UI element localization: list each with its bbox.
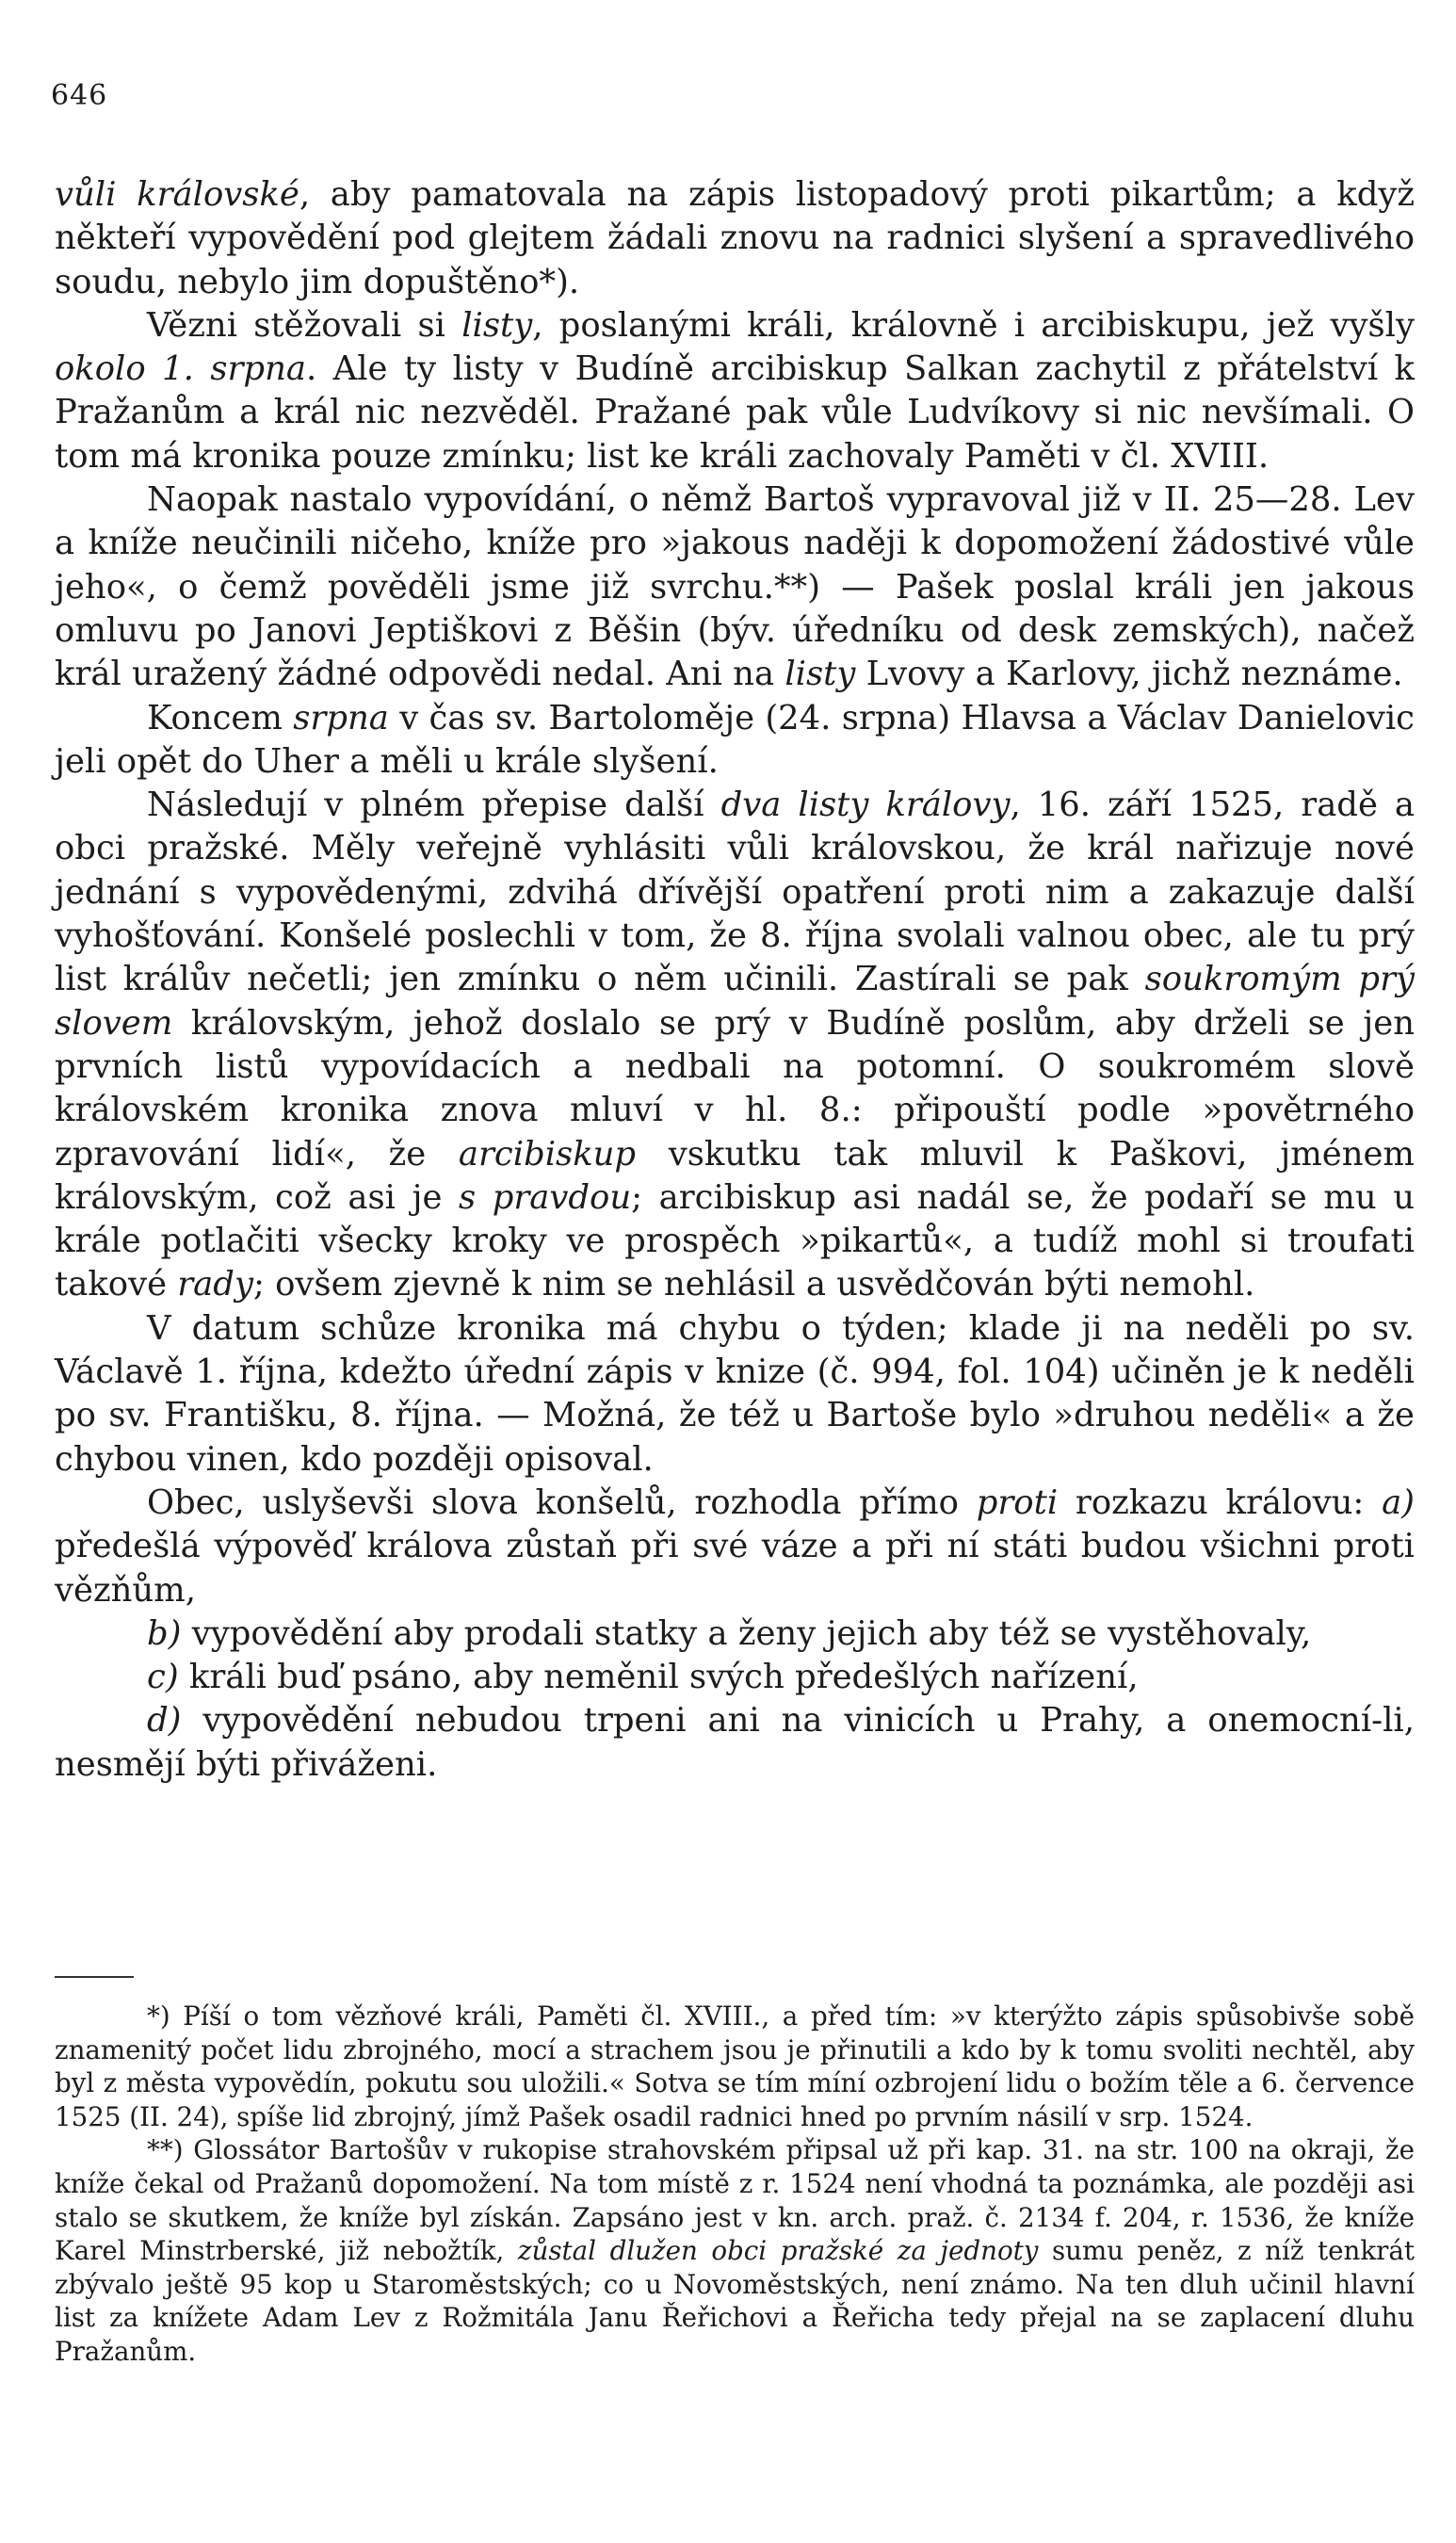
text-run: královským, jehož doslalo se prý v Budíně poslům, aby drželi se jen prvních listů vypovídacích a nedbali na potomní. O soukromém slově královském kronika znova mluví v hl. 8.: připouští podle »povětrného zpravování lidí«, že xyxy=(55,1003,1415,1174)
italic-run: s pravdou xyxy=(459,1177,632,1217)
footnotes xyxy=(55,2000,1415,2369)
italic-run: rady xyxy=(177,1265,253,1304)
italic-run: srpna xyxy=(293,698,389,737)
italic-run: proti xyxy=(976,1482,1059,1522)
italic-run: c) xyxy=(147,1658,179,1697)
text-run: ; ovšem zjevně k nim se nehlásil a usvědčován býti nemohl. xyxy=(252,1265,1255,1304)
paragraph xyxy=(55,478,1415,696)
italic-run: listy xyxy=(461,305,533,345)
text-run: sumu peněz, z níž tenkrát zbývalo ještě 95 kop u Staroměstských; co u Novoměstských, není známo. Na ten dluh učinil hlavní list za knížete Adam Lev z Rožmitála Janu Řeřichovi a Řeřicha tedy přejal na se zaplacení dluhu Pražanům. xyxy=(55,2235,1415,2367)
text-run: **) Glossátor Bartošův v rukopise strahovském připsal už při kap. 31. na str. 100 na okraji, že kníže čekal od Pražanů dopomožení. Na tom místě z r. 1524 není vhodná ta poznámka, ale později asi stalo se skutkem, že kníže byl získán. Zapsáno jest v kn. arch. praž. č. 2134 f. 204, r. 1536, že kníže Karel Minstrberské, již nebožtík, xyxy=(55,2134,1415,2267)
italic-run: d) xyxy=(147,1701,182,1741)
text-run: ; arcibiskup asi nadál se, že podaří se mu u krále potlačiti všecky kroky ve prospěch »pikartů«, a tudíž mohl si troufati takové xyxy=(55,1177,1415,1304)
text-run: předešlá výpověď králova zůstaň při své váze a při ní státi budou všichni proti vězňům, xyxy=(55,1527,1415,1610)
paragraph xyxy=(55,173,1415,304)
text-run: Vězni stěžovali si xyxy=(147,305,462,345)
text-run: Lvovy a Karlovy, jichž neznáme. xyxy=(855,655,1403,694)
italic-run: vůli královské xyxy=(55,175,299,214)
italic-run: zůstal dlužen obci pražské za jednoty xyxy=(517,2235,1039,2267)
italic-run: soukromým prý slovem xyxy=(55,960,1415,1043)
paragraph xyxy=(55,784,1415,1307)
text-run: králi buď psáno, aby neměnil svých předešlých nařízení, xyxy=(178,1658,1139,1697)
page-number: 646 xyxy=(51,79,108,112)
paragraph xyxy=(55,304,1415,478)
text-run: rozkazu královu: xyxy=(1058,1482,1383,1522)
text-run: , 16. září 1525, radě a obci pražské. Měly veřejně vyhlásiti vůli královskou, že král nařizuje nové jednání s vypovědenými, zdvihá dřívější opatření proti nim a zakazuje další vyhošťování. Konšelé poslechli v tom, že 8. října svolali valnou obec, ale tu prý list králův nečetli; jen zmínku o něm učinili. Zastírali se pak xyxy=(55,786,1415,999)
italic-run: arcibiskup xyxy=(458,1134,637,1174)
text-run: Koncem xyxy=(147,698,294,737)
text-run: , aby pamatovala na zápis listopadový proti pikartům; a když někteří vypovědění pod glejtem žádali znovu na radnici slyšení a spravedlivého soudu, nebylo jim dopuštěno*). xyxy=(55,175,1415,301)
paragraph xyxy=(55,1482,1415,1612)
text-run: vypovědění nebudou trpeni ani na vinicích u Prahy, a onemocní-li, nesmějí býti přiváženi. xyxy=(55,1701,1415,1784)
italic-run: a) xyxy=(1382,1482,1415,1522)
text-run: Naopak nastalo vypovídání, o němž Bartoš vypravoval již v II. 25—28. Lev a kníže neučinili ničeho, kníže pro »jakous naději k dopomožení žádostivé vůle jeho«, o čemž pověděli jsme již svrchu.**) — Pašek poslal králi jen jakous omluvu po Janovi Jeptiškovi z Běšin (býv. úředníku od desk zemských), načež král uražený žádné odpovědi nedal. Ani na xyxy=(55,480,1415,694)
text-run: *) Píší o tom vězňové králi, Paměti čl. XVIII., a před tím: »v kterýžto zápis spůsobivše sobě znamenitý počet lidu zbrojného, mocí a strachem jsou je přinutili a kdo by k tomu svoliti nechtěl, aby byl z města vypovědín, pokutu sou uložili.« Sotva se tím míní ozbrojení lidu o božím těle a 6. července 1525 (II. 24), spíše lid zbrojný, jímž Pašek osadil radnici hned po prvním násilí v srp. 1524. xyxy=(55,2000,1415,2132)
text-run: vskutku tak mluvil k Paškovi, jménem královským, což asi je xyxy=(55,1134,1415,1217)
text-run: V datum schůze kronika má chybu o týden; klade ji na neděli po sv. Václavě 1. října, kdežto úřední zápis v knize (č. 994, fol. 104) učiněn je k neděli po sv. Františku, 8. října. — Možná, že též u Bartoše bylo »druhou neděli« a že chybou vinen, kdo později opisoval. xyxy=(55,1308,1415,1479)
text-run: vypovědění aby prodali statky a ženy jejich aby též se vystěhovaly, xyxy=(181,1613,1312,1653)
list-item xyxy=(55,1699,1415,1787)
text-run: Obec, uslyševši slova konšelů, rozhodla přímo xyxy=(147,1482,977,1522)
paragraph xyxy=(55,1307,1415,1482)
list-item xyxy=(55,1612,1415,1656)
text-run: . Ale ty listy v Budíně arcibiskup Salkan zachytil z přátelství k Pražanům a král nic nezvěděl. Pražané pak vůle Ludvíkovy si nic nevšímali. O tom má kronika pouze zmínku; list ke králi zachovaly Paměti v čl. XVIII. xyxy=(55,349,1415,476)
footnote xyxy=(55,2000,1415,2133)
footnote-divider xyxy=(55,1976,134,1978)
italic-run: listy xyxy=(785,655,856,694)
italic-run: dva listy královy xyxy=(720,786,1011,825)
text-run: Následují v plném přepise další xyxy=(147,786,721,825)
text-run: v čas sv. Bartoloměje (24. srpna) Hlavsa a Václav Danielovic jeli opět do Uher a měli u krále slyšení. xyxy=(55,698,1415,781)
italic-run: b) xyxy=(147,1613,182,1653)
footnote xyxy=(55,2133,1415,2368)
paragraph xyxy=(55,697,1415,785)
italic-run: okolo 1. srpna xyxy=(55,349,306,389)
list-item xyxy=(55,1656,1415,1699)
main-text xyxy=(55,173,1415,1787)
text-run: , poslanými králi, královně i arcibiskupu, jež vyšly xyxy=(532,305,1415,345)
